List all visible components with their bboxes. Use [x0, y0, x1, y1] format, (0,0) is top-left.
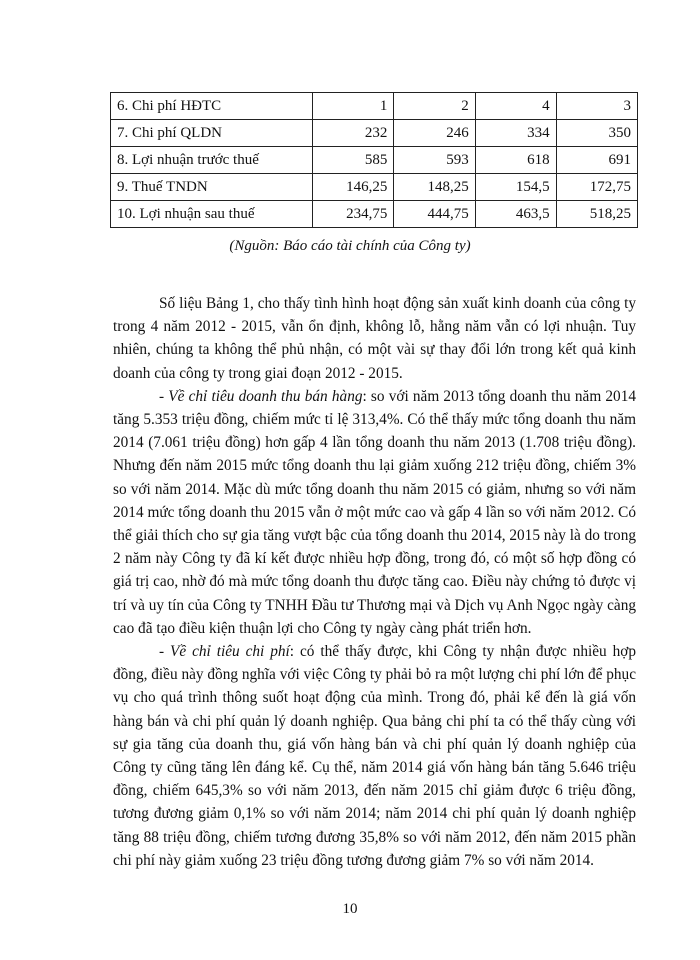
table-cell: 463,5 [475, 201, 556, 228]
body-text [113, 292, 636, 872]
table-row [111, 174, 638, 201]
paragraph-summary: Số liệu Bảng 1, cho thấy tình hình hoạt động sản xuất kinh doanh của công ty trong 4 năm 2012 - 2015, vẫn ổn định, không lỗ, hằng năm vẫn có lợi nhuận. Tuy nhiên, chúng ta không thể phủ nhận, có một vài sự thay đổi lớn trong kết quả kinh doanh của công ty trong giai đoạn 2012 - 2015. [113, 295, 636, 382]
paragraph-revenue-body: : so với năm 2013 tổng doanh thu năm 2014 tăng 5.353 triệu đồng, chiếm mức tỉ lệ 313,4%. Có thể thấy mức tổng doanh thu năm 2014 (7.061 triệu đồng) hơn gấp 4 lần tổng doanh thu năm 2013 (1.708 triệu đồng). Nhưng đến năm 2015 mức tổng doanh thu lại giảm xuống 212 triệu đồng, chiếm 3% so với năm 2014. Mặc dù mức tổng doanh thu năm 2015 có giảm, nhưng so với năm 2014 mức tổng doanh thu 2015 vẫn ở một mức cao và gấp 4 lần so với năm 2012. Có thể giải thích cho sự gia tăng vượt bậc của tổng doanh thu 2014, 2015 này là do trong 2 năm này Công ty đã kí kết được nhiều hợp đồng, trong đó, có một số hợp đồng có giá trị cao, nhờ đó mà mức tổng doanh thu được tăng cao. Điều này chứng tỏ được vị trí và uy tín của Công ty TNHH Đầu tư Thương mại và Dịch vụ Anh Ngọc ngày càng cao đã tạo điều kiện thuận lợi cho Công ty ngày càng phát triển hơn. [113, 387, 637, 637]
table-cell: 593 [394, 147, 475, 174]
table-cell: 4 [475, 93, 556, 120]
paragraph-costs-body: : có thể thấy được, khi Công ty nhận được nhiều hợp đồng, điều này đồng nghĩa với việc Công ty phải bỏ ra một lượng chi phí lớn để phục vụ cho quá trình thông suốt hoạt động của mình. Trong đó, phải kể đến là giá vốn hàng bán và chi phí quản lý doanh nghiệp. Qua bảng chi phí ta có thể thấy cùng với sự gia tăng của doanh thu, giá vốn hàng bán và chi phí quản lý doanh nghiệp của Công ty cũng tăng lên đáng kể. Cụ thể, năm 2014 giá vốn hàng bán tăng 5.646 triệu đồng, chiếm 645,3% so với năm 2013, đến năm 2015 chỉ giảm được 6 triệu đồng, tương đương giảm 0,1% so với năm 2014; năm 2014 chi phí quản lý doanh nghiệp tăng 88 triệu đồng, chiếm tương đương 35,8% so với năm 2012, đến năm 2015 phần chi phí này giảm xuống 23 triệu đồng tương đương giảm 7% so với năm 2014. [113, 643, 637, 869]
table-cell: 148,25 [394, 174, 475, 201]
table-cell: 1 [313, 93, 394, 120]
row-label: 6. Chi phí HĐTC [111, 93, 313, 120]
row-label: 8. Lợi nhuận trước thuế [111, 147, 313, 174]
table-cell: 618 [475, 147, 556, 174]
table-cell: 444,75 [394, 201, 475, 228]
row-label: 10. Lợi nhuận sau thuế [111, 201, 313, 228]
table-cell: 334 [475, 120, 556, 147]
table-cell: 146,25 [313, 174, 394, 201]
table-cell: 154,5 [475, 174, 556, 201]
table-cell: 172,75 [556, 174, 637, 201]
paragraph-costs-heading: - Về chỉ tiêu chi phí [159, 643, 290, 661]
row-label: 9. Thuế TNDN [111, 174, 313, 201]
table-row [111, 120, 638, 147]
table-cell: 246 [394, 120, 475, 147]
table-cell: 350 [556, 120, 637, 147]
table-source-note: (Nguồn: Báo cáo tài chính của Công ty) [229, 238, 471, 254]
table-cell: 691 [556, 147, 637, 174]
table-cell: 518,25 [556, 201, 637, 228]
table-cell: 234,75 [313, 201, 394, 228]
table-cell: 585 [313, 147, 394, 174]
financial-table-container [110, 92, 638, 228]
financial-table [110, 92, 638, 228]
paragraph-revenue-heading: - Về chỉ tiêu doanh thu bán hàng [159, 387, 363, 405]
table-cell: 2 [394, 93, 475, 120]
table-row [111, 93, 638, 120]
table-cell: 3 [556, 93, 637, 120]
row-label: 7. Chi phí QLDN [111, 120, 313, 147]
paragraph-costs [113, 640, 636, 872]
page-number: 10 [342, 901, 358, 917]
paragraph-revenue [113, 385, 636, 640]
table-cell: 232 [313, 120, 394, 147]
table-row [111, 147, 638, 174]
table-row [111, 201, 638, 228]
